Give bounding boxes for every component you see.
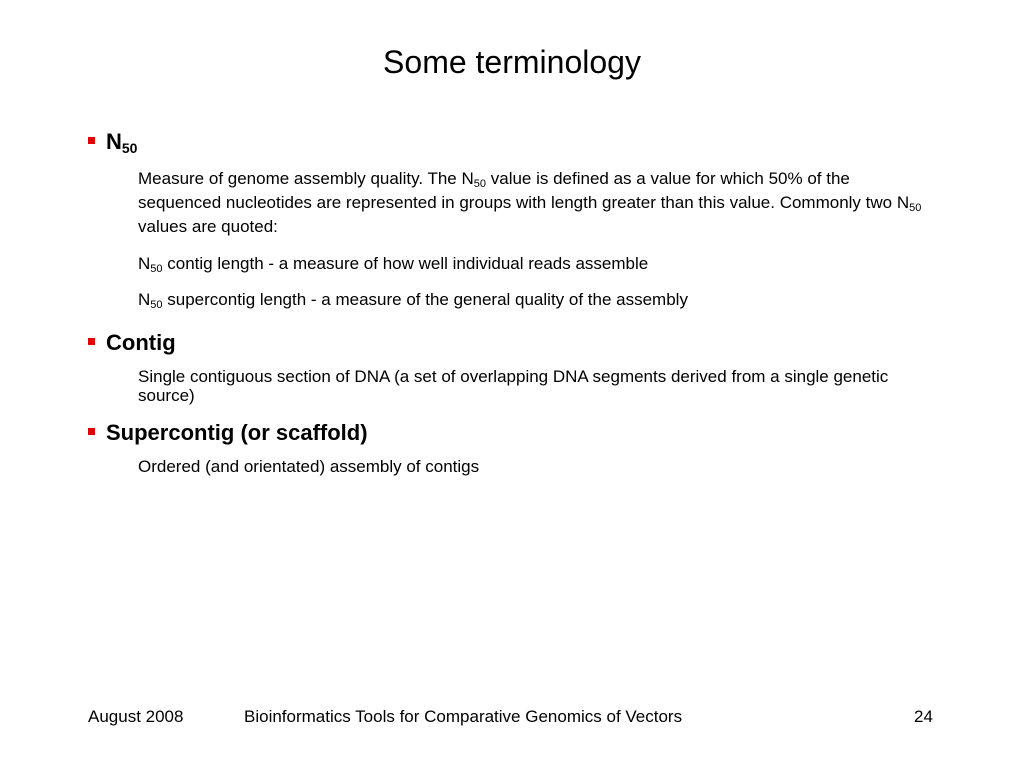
n50-def-sub-1: 50	[473, 178, 487, 190]
square-bullet-icon	[88, 428, 95, 435]
n50-definition	[138, 167, 928, 239]
n50-def-text-2: value is defined as a value for which 50% of the sequenced nucleotides are represented in groups with length greater than this value. Commonly two N	[138, 169, 910, 212]
contig-heading: Contig	[106, 330, 176, 355]
n50-heading-sub: 50	[121, 140, 138, 156]
square-bullet-icon	[88, 137, 95, 144]
n50-def-sub-2: 50	[909, 202, 922, 214]
bullet-contig	[88, 329, 176, 357]
n50-supercontig-main: N	[138, 290, 151, 309]
slide-title: Some terminology	[383, 44, 641, 80]
n50-contig-main: N	[138, 254, 151, 273]
supercontig-definition: Ordered (and orientated) assembly of contigs	[138, 457, 480, 476]
footer-date: August 2008	[88, 707, 184, 726]
n50-def-text-1: Measure of genome assembly quality. The N	[138, 169, 474, 188]
n50-contig-sub: 50	[150, 263, 163, 275]
n50-supercontig-sub: 50	[150, 299, 163, 311]
bullet-supercontig	[88, 419, 368, 447]
square-bullet-icon	[88, 338, 95, 345]
footer-course-title: Bioinformatics Tools for Comparative Genomics of Vectors	[244, 707, 683, 726]
n50-heading-main: N	[106, 129, 122, 154]
n50-contig-line	[138, 252, 928, 276]
n50-def-text-3: values are quoted:	[138, 217, 278, 236]
n50-contig-text: contig length - a measure of how well individual reads assemble	[162, 254, 649, 273]
supercontig-heading: Supercontig (or scaffold)	[106, 420, 368, 445]
footer-page-number: 24	[914, 707, 933, 726]
n50-supercontig-line	[138, 288, 928, 312]
contig-definition: Single contiguous section of DNA (a set of overlapping DNA segments derived from a single genetic source)	[138, 367, 889, 405]
bullet-n50	[88, 128, 137, 156]
n50-supercontig-text: supercontig length - a measure of the general quality of the assembly	[162, 290, 688, 309]
